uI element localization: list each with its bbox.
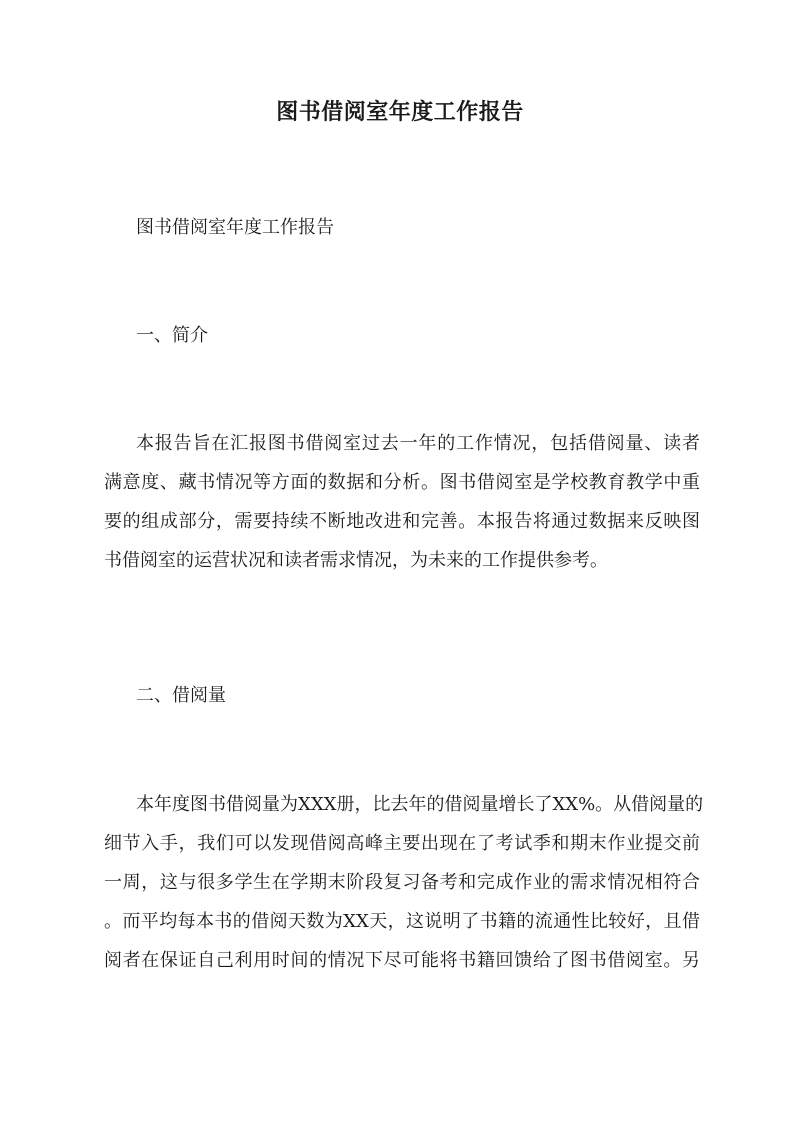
paragraph-line: 要的组成部分，需要持续不断地改进和完善。本报告将通过数据来反映图 [104,511,700,532]
section-heading-intro: 一、简介 [136,325,208,346]
section-heading-borrowing: 二、借阅量 [136,685,226,706]
paragraph-line: 本报告旨在汇报图书借阅室过去一年的工作情况，包括借阅量、读者 [136,433,700,454]
document-title: 图书借阅室年度工作报告 [276,99,524,125]
paragraph-line: 本年度图书借阅量为XXX册，比去年的借阅量增长了XX%。从借阅量的 [136,794,704,815]
document-subtitle: 图书借阅室年度工作报告 [136,217,334,238]
paragraph-line: 细节入手，我们可以发现借阅高峰主要出现在了考试季和期末作业提交前 [104,833,700,854]
section-paragraph-intro [104,424,700,580]
paragraph-line: 书借阅室的运营状况和读者需求情况，为未来的工作提供参考。 [104,550,608,571]
paragraph-line: 一周，这与很多学生在学期末阶段复习备考和完成作业的需求情况相符合 [104,872,700,893]
paragraph-line: 满意度、藏书情况等方面的数据和分析。图书借阅室是学校教育教学中重 [104,472,700,493]
paragraph-line: 阅者在保证自己利用时间的情况下尽可能将书籍回馈给了图书借阅室。另 [104,950,700,971]
paragraph-line: 。而平均每本书的借阅天数为XX天，这说明了书籍的流通性比较好，且借 [104,911,700,932]
section-paragraph-borrowing [104,785,704,980]
